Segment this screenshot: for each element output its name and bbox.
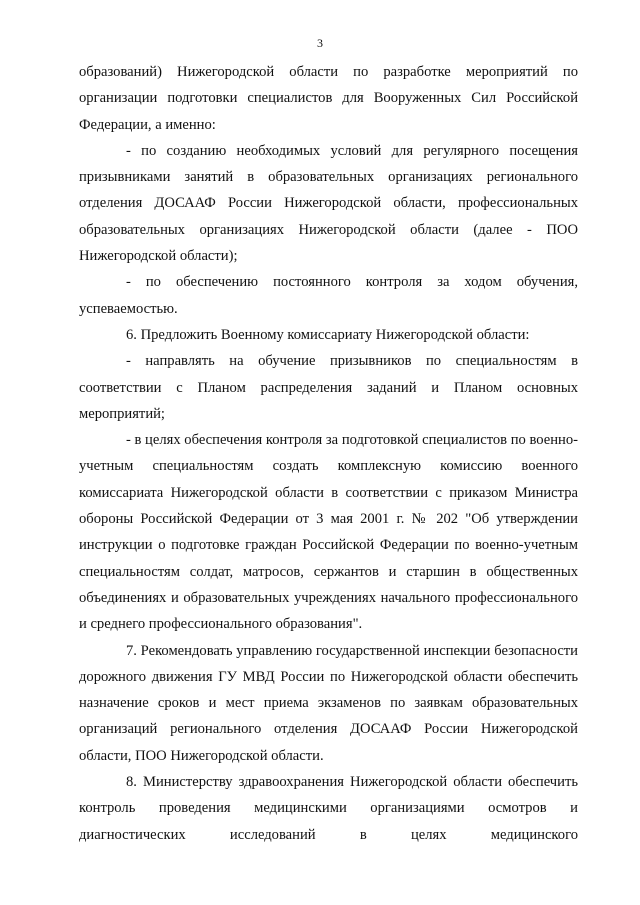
page-number: 3 (317, 36, 323, 50)
paragraph-bullet-control: - по обеспечению постоянного контроля за ходом обучения, успеваемостью. (79, 274, 578, 317)
paragraph-item-6: 6. Предложить Военному комиссариату Нижегородской области: (126, 326, 530, 343)
paragraph-bullet-conditions: - по созданию необходимых условий для регулярного посещения призывниками занятий в образовательных организациях регионального отделения ДОСААФ России Нижегородской области, профессиональных образовательных организациях Нижегородской области (далее - ПОО Нижегородской области); (79, 142, 578, 265)
paragraph-item-7: 7. Рекомендовать управлению государственной инспекции безопасности дорожного движения ГУ МВД России по Нижегородской области обеспечить назначение сроков и мест приема экзаменов по заявкам образовательных организаций регионального отделения ДОСААФ России Нижегородской области, ПОО Нижегородской области. (79, 642, 578, 764)
paragraph-bullet-commission: - в целях обеспечения контроля за подготовкой специалистов по военно-учетным специальностям создать комплексную комиссию военного комиссариата Нижегородской области в соответствии с приказом Министра обороны Российской Федерации от 3 мая 2001 г. № 202 "Об утверждении инструкции о подготовке граждан Российской Федерации по военно-учетным специальностям солдат, матросов, сержантов и старшин в общественных объединениях и образовательных учреждениях начального профессионального и среднего профессионального образования". (79, 432, 578, 633)
paragraph-item-8: 8. Министерству здравоохранения Нижегородской области обеспечить контроль проведения медицинскими организациями осмотров и диагностических исследований в целях медицинского (79, 774, 578, 843)
paragraph-continuation: образований) Нижегородской области по разработке мероприятий по организации подготовки специалистов для Вооруженных Сил Российской Федерации, а именно: (79, 64, 578, 133)
document-body (79, 59, 578, 848)
paragraph-bullet-send-training: - направлять на обучение призывников по специальностям в соответствии с Планом распределения заданий и Планом основных мероприятий; (79, 353, 578, 422)
